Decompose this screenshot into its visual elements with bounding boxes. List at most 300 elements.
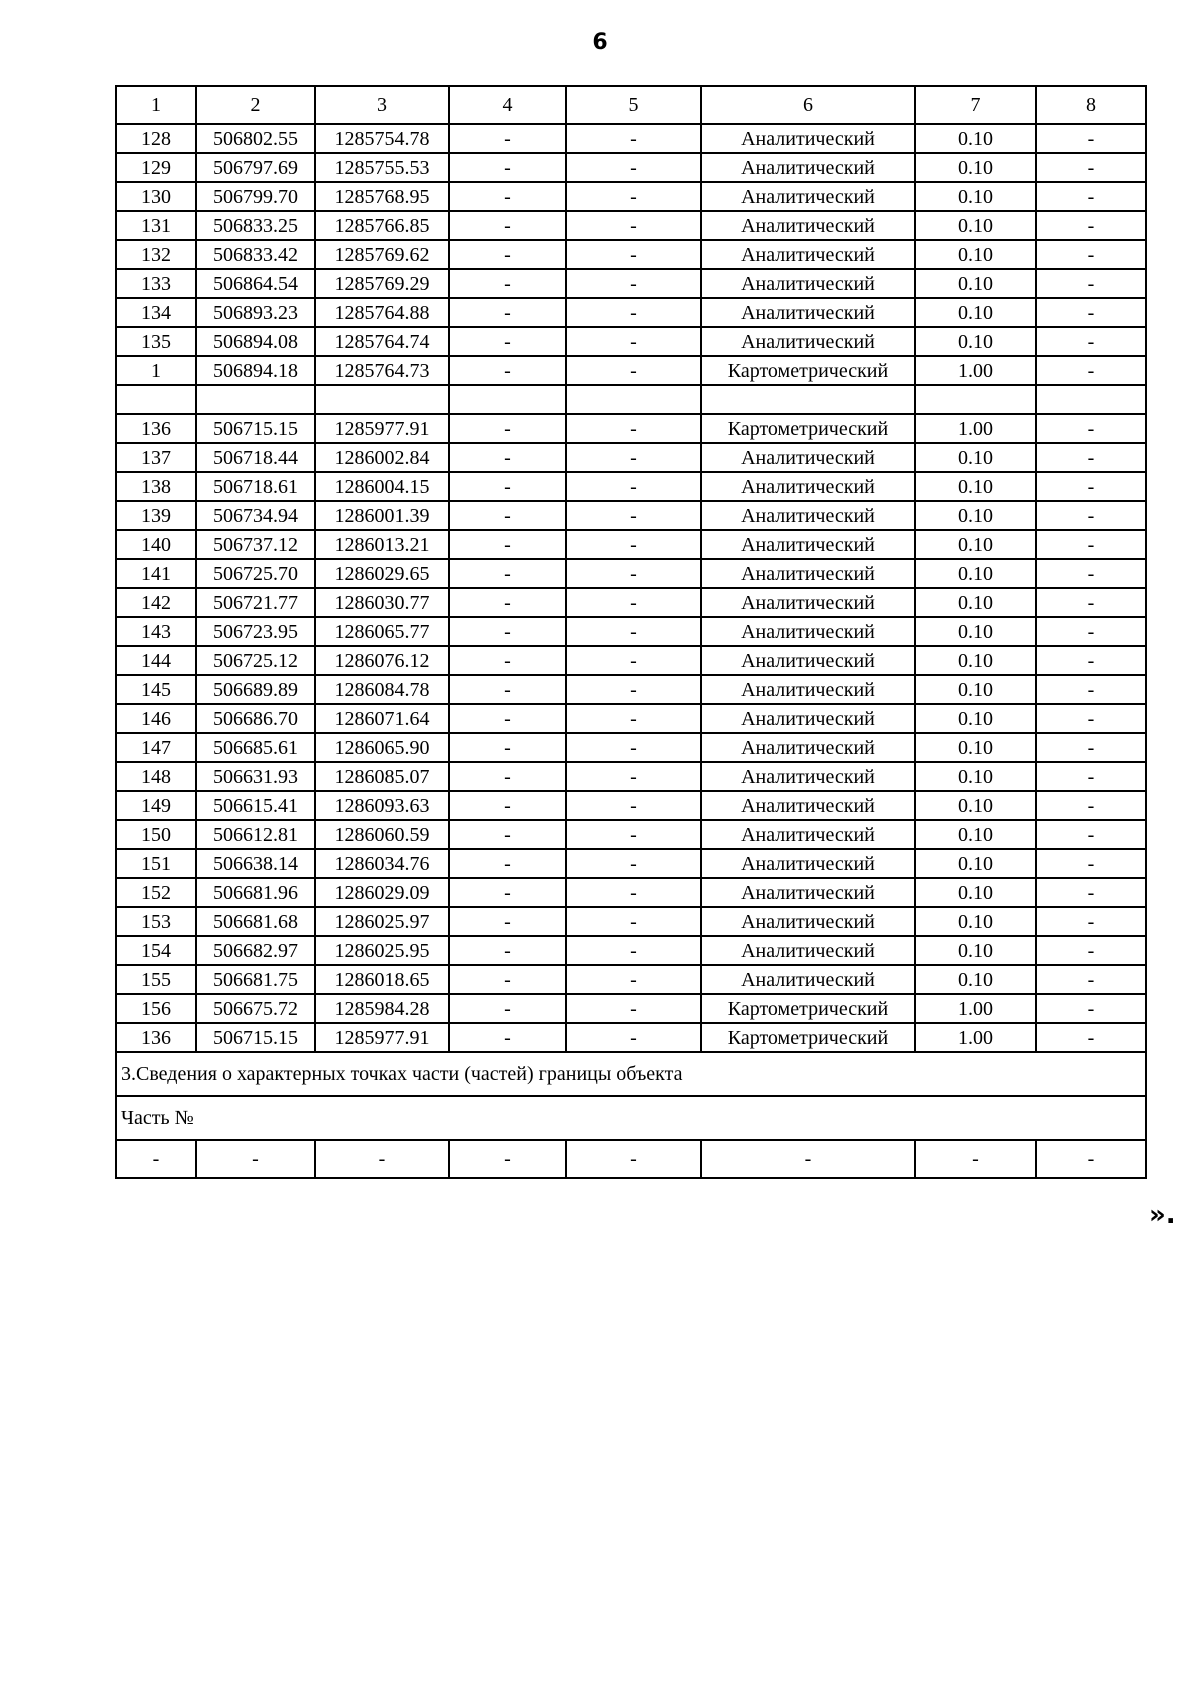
header-cell: 7: [915, 86, 1036, 124]
table-cell: -: [449, 182, 566, 211]
table-cell: -: [449, 675, 566, 704]
blank-separator-row: [116, 385, 1146, 414]
table-cell: 142: [116, 588, 196, 617]
table-cell: -: [1036, 617, 1146, 646]
table-cell: 506686.70: [196, 704, 315, 733]
table-cell: -: [1036, 646, 1146, 675]
table-cell: 0.10: [915, 298, 1036, 327]
table-row: [116, 269, 1146, 298]
table-cell: 1285977.91: [315, 414, 449, 443]
table-cell: -: [449, 414, 566, 443]
table-cell: -: [449, 240, 566, 269]
table-cell: Картометрический: [701, 414, 915, 443]
table-cell: 136: [116, 414, 196, 443]
table-cell: Аналитический: [701, 559, 915, 588]
table-row: [116, 820, 1146, 849]
table-cell: -: [566, 588, 701, 617]
table-cell: 506682.97: [196, 936, 315, 965]
table-cell: 133: [116, 269, 196, 298]
table-cell: -: [449, 1023, 566, 1052]
table-row: [116, 936, 1146, 965]
table-row: [116, 1023, 1146, 1052]
table-cell: 506864.54: [196, 269, 315, 298]
table-row: [116, 240, 1146, 269]
table-cell: 0.10: [915, 240, 1036, 269]
table-cell: 0.10: [915, 820, 1036, 849]
table-row: [116, 791, 1146, 820]
table-cell: 1286065.77: [315, 617, 449, 646]
table-cell: 506833.42: [196, 240, 315, 269]
table-cell: Аналитический: [701, 907, 915, 936]
table-row: [116, 878, 1146, 907]
closing-quote-mark: ».: [1149, 1200, 1176, 1230]
table-cell: -: [449, 907, 566, 936]
header-cell: 6: [701, 86, 915, 124]
table-cell: -: [566, 153, 701, 182]
table-cell: -: [1036, 559, 1146, 588]
table-row: [116, 443, 1146, 472]
table-cell: 130: [116, 182, 196, 211]
table-cell: 1286029.65: [315, 559, 449, 588]
table-cell: 1286029.09: [315, 878, 449, 907]
table-cell: -: [1036, 240, 1146, 269]
table-cell: -: [566, 211, 701, 240]
table-cell: Аналитический: [701, 501, 915, 530]
table-cell: Аналитический: [701, 530, 915, 559]
table-cell: 506615.41: [196, 791, 315, 820]
table-cell: Картометрический: [701, 356, 915, 385]
table-row: [116, 559, 1146, 588]
header-cell: 5: [566, 86, 701, 124]
table-cell: -: [1036, 936, 1146, 965]
table-cell: Аналитический: [701, 849, 915, 878]
table-cell: Аналитический: [701, 472, 915, 501]
table-cell: 146: [116, 704, 196, 733]
table-cell: 140: [116, 530, 196, 559]
table-cell: 1286071.64: [315, 704, 449, 733]
table-cell: -: [566, 298, 701, 327]
table-cell: -: [1036, 704, 1146, 733]
table-cell: -: [449, 820, 566, 849]
table-cell: 1286085.07: [315, 762, 449, 791]
dash-cell: -: [449, 1140, 566, 1178]
table-cell: -: [449, 356, 566, 385]
table-cell: 0.10: [915, 124, 1036, 153]
table-cell: 1286076.12: [315, 646, 449, 675]
table-cell: -: [1036, 849, 1146, 878]
table-cell: 1286001.39: [315, 501, 449, 530]
table-cell: -: [1036, 530, 1146, 559]
table-cell: -: [566, 356, 701, 385]
table-cell: 1.00: [915, 356, 1036, 385]
table-cell: -: [566, 646, 701, 675]
table-row: [116, 153, 1146, 182]
table-cell: Аналитический: [701, 588, 915, 617]
table-row: [116, 646, 1146, 675]
table-cell: 0.10: [915, 791, 1036, 820]
table-cell: -: [1036, 472, 1146, 501]
table-cell: 1286004.15: [315, 472, 449, 501]
table-cell: 506631.93: [196, 762, 315, 791]
table-cell: Аналитический: [701, 617, 915, 646]
table-cell: 0.10: [915, 443, 1036, 472]
table-row: [116, 965, 1146, 994]
table-cell: 132: [116, 240, 196, 269]
table-cell: -: [566, 820, 701, 849]
table-cell: 506612.81: [196, 820, 315, 849]
table-cell: 0.10: [915, 936, 1036, 965]
table-cell: 0.10: [915, 965, 1036, 994]
table-cell: 506893.23: [196, 298, 315, 327]
table-cell: 506715.15: [196, 1023, 315, 1052]
table-cell: 506681.96: [196, 878, 315, 907]
table-cell: 1286025.97: [315, 907, 449, 936]
table-cell: -: [566, 240, 701, 269]
table-row: [116, 472, 1146, 501]
table-cell: -: [566, 791, 701, 820]
table-cell: 506799.70: [196, 182, 315, 211]
table-row: [116, 907, 1146, 936]
table-cell: 1286025.95: [315, 936, 449, 965]
table-cell: -: [566, 762, 701, 791]
table-cell: Аналитический: [701, 269, 915, 298]
table-row: [116, 356, 1146, 385]
table-cell: -: [1036, 327, 1146, 356]
table-cell: -: [566, 327, 701, 356]
table-cell: Аналитический: [701, 675, 915, 704]
table-cell: 0.10: [915, 211, 1036, 240]
table-cell: Аналитический: [701, 153, 915, 182]
table-cell: 1286084.78: [315, 675, 449, 704]
table-cell: -: [449, 443, 566, 472]
table-cell: -: [1036, 907, 1146, 936]
table-cell: 506675.72: [196, 994, 315, 1023]
table-cell: 1286060.59: [315, 820, 449, 849]
table-row: [116, 298, 1146, 327]
table-cell: -: [566, 182, 701, 211]
table-cell: -: [566, 414, 701, 443]
table-cell: 148: [116, 762, 196, 791]
table-cell: -: [449, 936, 566, 965]
table-cell: -: [566, 878, 701, 907]
table-cell: -: [566, 994, 701, 1023]
table-cell: 131: [116, 211, 196, 240]
table-cell: 1.00: [915, 414, 1036, 443]
table-cell: 0.10: [915, 530, 1036, 559]
table-cell: 138: [116, 472, 196, 501]
table-row: [116, 994, 1146, 1023]
table-cell: -: [1036, 501, 1146, 530]
table-cell: 149: [116, 791, 196, 820]
table-cell: 1286093.63: [315, 791, 449, 820]
table-cell: 506689.89: [196, 675, 315, 704]
table-cell: -: [449, 530, 566, 559]
dash-cell: -: [116, 1140, 196, 1178]
table-cell: -: [449, 153, 566, 182]
table-cell: 151: [116, 849, 196, 878]
table-cell: -: [566, 124, 701, 153]
table-cell: 137: [116, 443, 196, 472]
table-cell: 150: [116, 820, 196, 849]
table-cell: 1285755.53: [315, 153, 449, 182]
table-cell: 141: [116, 559, 196, 588]
table-cell: 1285768.95: [315, 182, 449, 211]
table-cell: Аналитический: [701, 704, 915, 733]
table-cell: -: [449, 472, 566, 501]
table-cell: -: [449, 704, 566, 733]
table-cell: Аналитический: [701, 182, 915, 211]
table-cell: Аналитический: [701, 791, 915, 820]
table-cell: -: [449, 124, 566, 153]
table-cell: 506894.18: [196, 356, 315, 385]
header-cell: 4: [449, 86, 566, 124]
table-cell: Аналитический: [701, 240, 915, 269]
table-cell: 152: [116, 878, 196, 907]
table-cell: 1: [116, 356, 196, 385]
page-number: 6: [592, 30, 608, 55]
table-cell: 506681.75: [196, 965, 315, 994]
table-cell: 506894.08: [196, 327, 315, 356]
table-row: [116, 704, 1146, 733]
table-cell: 0.10: [915, 153, 1036, 182]
table-cell: -: [566, 675, 701, 704]
table-row: [116, 124, 1146, 153]
table-cell: -: [449, 588, 566, 617]
table-cell: 0.10: [915, 617, 1036, 646]
table-row: [116, 501, 1146, 530]
table-cell: -: [449, 211, 566, 240]
table-cell: 128: [116, 124, 196, 153]
dash-cell: -: [915, 1140, 1036, 1178]
table-cell: Аналитический: [701, 298, 915, 327]
table-cell: 0.10: [915, 704, 1036, 733]
header-cell: 8: [1036, 86, 1146, 124]
table-cell: 0.10: [915, 327, 1036, 356]
table-cell: 0.10: [915, 646, 1036, 675]
table-cell: 143: [116, 617, 196, 646]
table-cell: 1.00: [915, 994, 1036, 1023]
table-cell: 506734.94: [196, 501, 315, 530]
table-cell: 0.10: [915, 849, 1036, 878]
table-cell: -: [449, 501, 566, 530]
table-cell: -: [566, 443, 701, 472]
table-cell: 506721.77: [196, 588, 315, 617]
table-cell: -: [566, 617, 701, 646]
table-cell: 1285977.91: [315, 1023, 449, 1052]
part-label: Часть №: [116, 1096, 1146, 1140]
table-cell: 0.10: [915, 907, 1036, 936]
table-cell: -: [449, 617, 566, 646]
part-label-row: [116, 1096, 1146, 1140]
table-cell: 153: [116, 907, 196, 936]
table-cell: -: [1036, 994, 1146, 1023]
table-cell: -: [1036, 733, 1146, 762]
table-cell: 0.10: [915, 588, 1036, 617]
table-row: [116, 530, 1146, 559]
table-cell: 506718.61: [196, 472, 315, 501]
section-title: 3.Сведения о характерных точках части (частей) границы объекта: [116, 1052, 1146, 1096]
table-cell: 155: [116, 965, 196, 994]
table-cell: Аналитический: [701, 965, 915, 994]
table-cell: 1286002.84: [315, 443, 449, 472]
table-cell: 0.10: [915, 675, 1036, 704]
table-cell: -: [1036, 820, 1146, 849]
table-cell: 134: [116, 298, 196, 327]
table-cell: -: [449, 298, 566, 327]
table-cell: Аналитический: [701, 443, 915, 472]
table-cell: 506802.55: [196, 124, 315, 153]
table-cell: 0.10: [915, 878, 1036, 907]
table-cell: -: [1036, 762, 1146, 791]
table-cell: -: [566, 936, 701, 965]
table-cell: Картометрический: [701, 1023, 915, 1052]
table-cell: 1285754.78: [315, 124, 449, 153]
table-cell: 506737.12: [196, 530, 315, 559]
table-cell: -: [1036, 182, 1146, 211]
table-cell: Аналитический: [701, 820, 915, 849]
table-cell: Аналитический: [701, 733, 915, 762]
table-cell: -: [449, 762, 566, 791]
table-row: [116, 327, 1146, 356]
table-cell: 506681.68: [196, 907, 315, 936]
table-cell: 147: [116, 733, 196, 762]
table-cell: -: [1036, 211, 1146, 240]
table-cell: 0.10: [915, 733, 1036, 762]
table-cell: 156: [116, 994, 196, 1023]
table-cell: 0.10: [915, 559, 1036, 588]
table-cell: 1285764.74: [315, 327, 449, 356]
dash-cell: -: [1036, 1140, 1146, 1178]
table-cell: 506725.12: [196, 646, 315, 675]
table-cell: -: [1036, 414, 1146, 443]
table-cell: 139: [116, 501, 196, 530]
table-cell: 506718.44: [196, 443, 315, 472]
table-cell: 145: [116, 675, 196, 704]
table-cell: -: [449, 327, 566, 356]
table-cell: 0.10: [915, 269, 1036, 298]
table-row: [116, 211, 1146, 240]
table-cell: 506715.15: [196, 414, 315, 443]
table-row: [116, 762, 1146, 791]
table-cell: -: [566, 965, 701, 994]
table-cell: Аналитический: [701, 646, 915, 675]
table-cell: 0.10: [915, 762, 1036, 791]
table-row: [116, 617, 1146, 646]
table-cell: -: [1036, 153, 1146, 182]
table-cell: -: [1036, 124, 1146, 153]
table-cell: -: [449, 878, 566, 907]
table-cell: -: [566, 559, 701, 588]
table-cell: 506833.25: [196, 211, 315, 240]
table-cell: -: [1036, 443, 1146, 472]
table-cell: -: [566, 1023, 701, 1052]
table-cell: 1.00: [915, 1023, 1036, 1052]
table-cell: -: [566, 733, 701, 762]
table-cell: Аналитический: [701, 762, 915, 791]
table-cell: -: [449, 559, 566, 588]
table-cell: 154: [116, 936, 196, 965]
table-cell: 506723.95: [196, 617, 315, 646]
table-cell: 1285984.28: [315, 994, 449, 1023]
table-cell: 1286034.76: [315, 849, 449, 878]
dash-cell: -: [196, 1140, 315, 1178]
table-cell: -: [566, 704, 701, 733]
dash-cell: -: [701, 1140, 915, 1178]
table-row: [116, 733, 1146, 762]
table-cell: -: [449, 791, 566, 820]
table-cell: -: [449, 646, 566, 675]
table-cell: -: [566, 530, 701, 559]
table-cell: -: [566, 907, 701, 936]
table-cell: 1285769.62: [315, 240, 449, 269]
table-row: [116, 588, 1146, 617]
table-cell: -: [1036, 298, 1146, 327]
table-cell: 129: [116, 153, 196, 182]
coordinates-table: [115, 85, 1147, 1179]
table-cell: Аналитический: [701, 327, 915, 356]
table-cell: 1286018.65: [315, 965, 449, 994]
table-row: [116, 414, 1146, 443]
table-cell: -: [1036, 269, 1146, 298]
table-cell: -: [449, 733, 566, 762]
table-body: [116, 86, 1146, 1178]
table-row: [116, 849, 1146, 878]
part-dash-row: [116, 1140, 1146, 1178]
table-cell: 1286013.21: [315, 530, 449, 559]
table-cell: 506725.70: [196, 559, 315, 588]
dash-cell: -: [566, 1140, 701, 1178]
table-cell: 136: [116, 1023, 196, 1052]
table-cell: Аналитический: [701, 211, 915, 240]
header-row: [116, 86, 1146, 124]
table-cell: -: [566, 269, 701, 298]
table-cell: -: [1036, 588, 1146, 617]
table-cell: 135: [116, 327, 196, 356]
table-cell: 1285769.29: [315, 269, 449, 298]
table-cell: -: [1036, 1023, 1146, 1052]
table-cell: -: [566, 472, 701, 501]
table-cell: -: [1036, 791, 1146, 820]
table-row: [116, 182, 1146, 211]
table-cell: 506638.14: [196, 849, 315, 878]
table-cell: 1285766.85: [315, 211, 449, 240]
table-cell: 144: [116, 646, 196, 675]
table-cell: -: [449, 849, 566, 878]
header-cell: 1: [116, 86, 196, 124]
dash-cell: -: [315, 1140, 449, 1178]
table-cell: Аналитический: [701, 124, 915, 153]
table-cell: 0.10: [915, 472, 1036, 501]
table-cell: Аналитический: [701, 936, 915, 965]
table-cell: 0.10: [915, 182, 1036, 211]
table-cell: 1285764.73: [315, 356, 449, 385]
table-cell: -: [449, 269, 566, 298]
table-cell: Картометрический: [701, 994, 915, 1023]
section-title-row: [116, 1052, 1146, 1096]
table-cell: -: [1036, 356, 1146, 385]
table-cell: -: [1036, 878, 1146, 907]
table-cell: -: [449, 994, 566, 1023]
table-cell: 1286030.77: [315, 588, 449, 617]
table-cell: -: [566, 501, 701, 530]
table-cell: 0.10: [915, 501, 1036, 530]
header-cell: 2: [196, 86, 315, 124]
table-cell: 506797.69: [196, 153, 315, 182]
table-cell: 506685.61: [196, 733, 315, 762]
table-cell: -: [449, 965, 566, 994]
table-cell: 1285764.88: [315, 298, 449, 327]
table-cell: 1286065.90: [315, 733, 449, 762]
